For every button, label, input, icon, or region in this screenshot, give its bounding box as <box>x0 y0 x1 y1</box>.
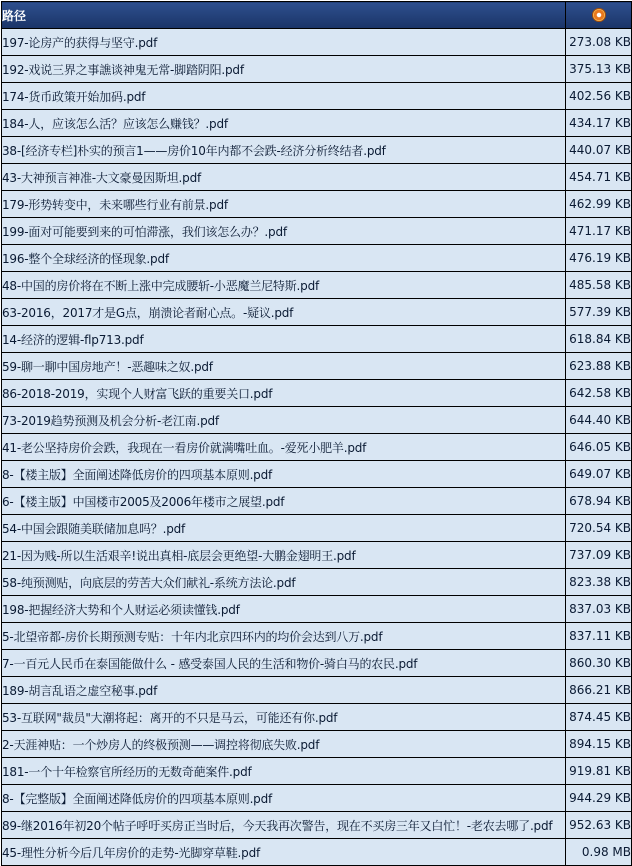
table-row[interactable] <box>2 542 632 569</box>
file-name-cell[interactable]: 86-2018-2019，实现个人财富飞跃的重要关口.pdf <box>2 380 566 407</box>
file-size-cell: 952.63 KB <box>566 812 632 839</box>
file-name-cell[interactable]: 59-聊一聊中国房地产！-恶趣味之奴.pdf <box>2 353 566 380</box>
column-header-size[interactable] <box>566 2 632 29</box>
table-row[interactable] <box>2 137 632 164</box>
file-size-cell: 866.21 KB <box>566 677 632 704</box>
file-size-cell: 454.71 KB <box>566 164 632 191</box>
file-size-cell: 649.07 KB <box>566 461 632 488</box>
file-name-cell[interactable]: 192-戏说三界之事譙谈神鬼无常-脚踏阴阳.pdf <box>2 56 566 83</box>
file-name-cell[interactable]: 89-继2016年初20个帖子呼吁买房正当时后，今天我再次警告，现在不买房三年又白忙！-老农去哪了.pdf <box>2 812 566 839</box>
file-size-cell: 471.17 KB <box>566 218 632 245</box>
file-rows <box>2 29 632 866</box>
file-name-cell[interactable]: 43-大神预言神准-大文豪曼因斯坦.pdf <box>2 164 566 191</box>
file-name-cell[interactable]: 189-胡言乱语之虚空秘事.pdf <box>2 677 566 704</box>
table-row[interactable] <box>2 704 632 731</box>
table-row[interactable] <box>2 272 632 299</box>
file-name-cell[interactable]: 181-一个十年检察官所经历的无数奇葩案件.pdf <box>2 758 566 785</box>
table-row[interactable] <box>2 650 632 677</box>
table-row[interactable] <box>2 434 632 461</box>
file-size-cell: 375.13 KB <box>566 56 632 83</box>
table-header-row <box>2 2 632 29</box>
file-size-cell: 0.98 MB <box>566 839 632 866</box>
table-row[interactable] <box>2 299 632 326</box>
file-size-cell: 823.38 KB <box>566 569 632 596</box>
table-row[interactable] <box>2 191 632 218</box>
file-name-cell[interactable]: 14-经济的逻辑-flp713.pdf <box>2 326 566 353</box>
file-size-cell: 440.07 KB <box>566 137 632 164</box>
table-row[interactable] <box>2 623 632 650</box>
file-size-cell: 874.45 KB <box>566 704 632 731</box>
table-row[interactable] <box>2 569 632 596</box>
file-size-cell: 644.40 KB <box>566 407 632 434</box>
table-row[interactable] <box>2 758 632 785</box>
file-size-cell: 618.84 KB <box>566 326 632 353</box>
table-row[interactable] <box>2 110 632 137</box>
file-size-cell: 623.88 KB <box>566 353 632 380</box>
file-size-cell: 837.11 KB <box>566 623 632 650</box>
disc-icon <box>592 8 606 22</box>
file-name-cell[interactable]: 73-2019趋势预测及机会分析-老江南.pdf <box>2 407 566 434</box>
file-size-cell: 678.94 KB <box>566 488 632 515</box>
file-size-cell: 577.39 KB <box>566 299 632 326</box>
file-size-cell: 837.03 KB <box>566 596 632 623</box>
file-name-cell[interactable]: 179-形势转变中，未来哪些行业有前景.pdf <box>2 191 566 218</box>
file-list-table <box>1 1 632 866</box>
file-name-cell[interactable]: 48-中国的房价将在不断上涨中完成腰斩-小恶魔兰尼特斯.pdf <box>2 272 566 299</box>
table-row[interactable] <box>2 164 632 191</box>
file-name-cell[interactable]: 45-理性分析今后几年房价的走势-光脚穿草鞋.pdf <box>2 839 566 866</box>
file-size-cell: 273.08 KB <box>566 29 632 56</box>
file-name-cell[interactable]: 8-【完整版】全面阐述降低房价的四项基本原则.pdf <box>2 785 566 812</box>
file-size-cell: 720.54 KB <box>566 515 632 542</box>
file-name-cell[interactable]: 41-老公坚持房价会跌，我现在一看房价就满嘴吐血。-爱死小肥羊.pdf <box>2 434 566 461</box>
file-name-cell[interactable]: 54-中国会跟随美联储加息吗？.pdf <box>2 515 566 542</box>
table-row[interactable] <box>2 245 632 272</box>
file-size-cell: 485.58 KB <box>566 272 632 299</box>
column-header-path[interactable]: 路径 <box>2 2 566 29</box>
file-size-cell: 860.30 KB <box>566 650 632 677</box>
file-name-cell[interactable]: 38-[经济专栏]朴实的预言1——房价10年内都不会跌-经济分析终结者.pdf <box>2 137 566 164</box>
file-size-cell: 737.09 KB <box>566 542 632 569</box>
table-row[interactable] <box>2 677 632 704</box>
table-row[interactable] <box>2 596 632 623</box>
table-row[interactable] <box>2 785 632 812</box>
file-name-cell[interactable]: 196-整个全球经济的怪现象.pdf <box>2 245 566 272</box>
file-name-cell[interactable]: 21-因为贱-所以生活艰辛!说出真相-底层会更绝望-大鹏金翅明王.pdf <box>2 542 566 569</box>
file-size-cell: 646.05 KB <box>566 434 632 461</box>
table-row[interactable] <box>2 56 632 83</box>
file-size-cell: 919.81 KB <box>566 758 632 785</box>
table-row[interactable] <box>2 353 632 380</box>
table-row[interactable] <box>2 326 632 353</box>
file-name-cell[interactable]: 58-纯预测贴，向底层的劳苦大众们献礼-系统方法论.pdf <box>2 569 566 596</box>
file-name-cell[interactable]: 197-论房产的获得与坚守.pdf <box>2 29 566 56</box>
file-size-cell: 944.29 KB <box>566 785 632 812</box>
file-name-cell[interactable]: 53-互联网"裁员"大潮将起：离开的不只是马云，可能还有你.pdf <box>2 704 566 731</box>
file-size-cell: 462.99 KB <box>566 191 632 218</box>
table-row[interactable] <box>2 515 632 542</box>
file-name-cell[interactable]: 2-天涯神贴：一个炒房人的终极预测——调控将彻底失败.pdf <box>2 731 566 758</box>
file-name-cell[interactable]: 199-面对可能要到来的可怕滞涨，我们该怎么办？.pdf <box>2 218 566 245</box>
table-row[interactable] <box>2 380 632 407</box>
file-name-cell[interactable]: 8-【楼主版】全面阐述降低房价的四项基本原则.pdf <box>2 461 566 488</box>
file-name-cell[interactable]: 7-一百元人民币在泰国能做什么 - 感受泰国人民的生活和物价-骑白马的农民.pdf <box>2 650 566 677</box>
table-row[interactable] <box>2 461 632 488</box>
table-row[interactable] <box>2 488 632 515</box>
table-row[interactable] <box>2 83 632 110</box>
file-size-cell: 476.19 KB <box>566 245 632 272</box>
table-row[interactable] <box>2 839 632 866</box>
file-size-cell: 402.56 KB <box>566 83 632 110</box>
file-size-cell: 642.58 KB <box>566 380 632 407</box>
file-name-cell[interactable]: 5-北望帝都-房价长期预测专贴：十年内北京四环内的均价会达到八万.pdf <box>2 623 566 650</box>
file-size-cell: 434.17 KB <box>566 110 632 137</box>
file-name-cell[interactable]: 63-2016，2017才是G点，崩溃论者耐心点。-疑议.pdf <box>2 299 566 326</box>
table-row[interactable] <box>2 218 632 245</box>
table-row[interactable] <box>2 731 632 758</box>
file-name-cell[interactable]: 174-货币政策开始加码.pdf <box>2 83 566 110</box>
table-row[interactable] <box>2 407 632 434</box>
file-size-cell: 894.15 KB <box>566 731 632 758</box>
file-name-cell[interactable]: 6-【楼主版】中国楼市2005及2006年楼市之展望.pdf <box>2 488 566 515</box>
file-name-cell[interactable]: 198-把握经济大势和个人财运必须读懂钱.pdf <box>2 596 566 623</box>
file-name-cell[interactable]: 184-人，应该怎么活？应该怎么赚钱？.pdf <box>2 110 566 137</box>
table-row[interactable] <box>2 812 632 839</box>
table-row[interactable] <box>2 29 632 56</box>
